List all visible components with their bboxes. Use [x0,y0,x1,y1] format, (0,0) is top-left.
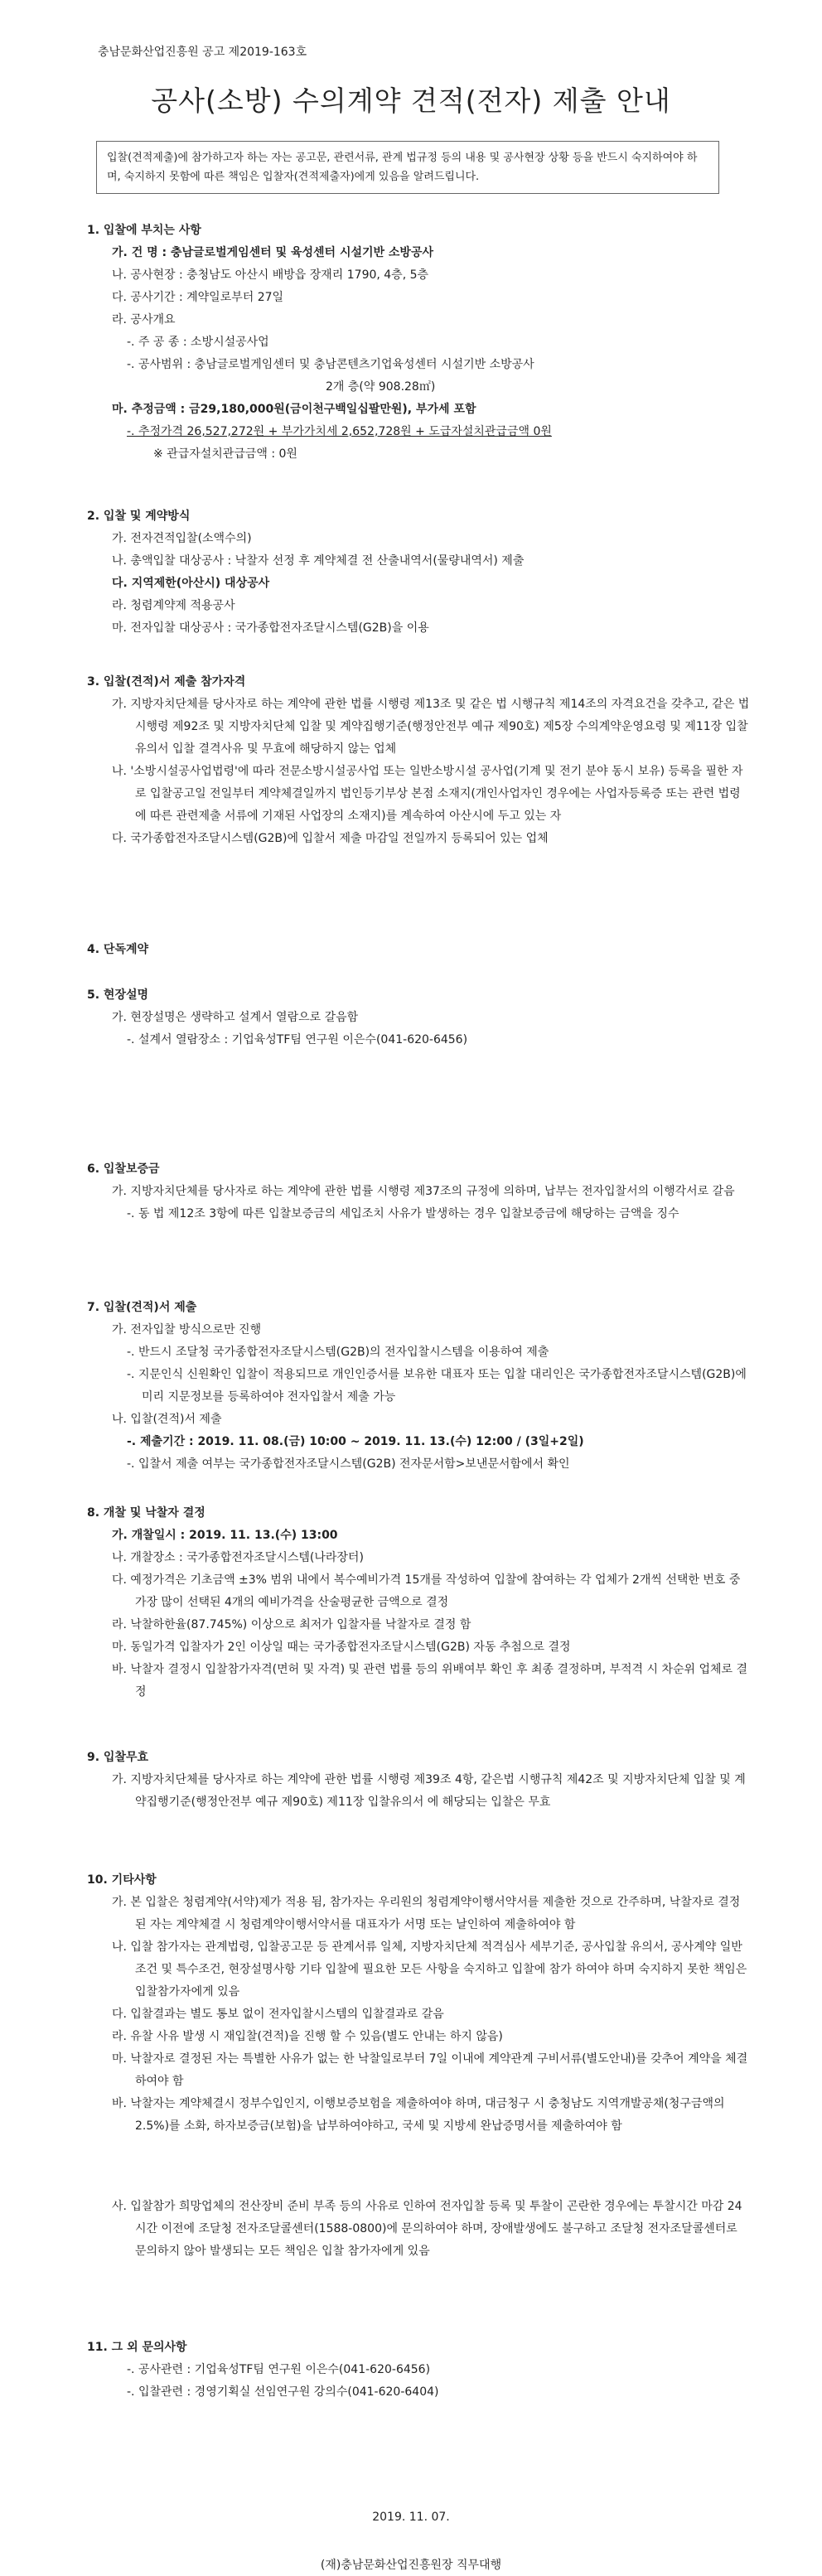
item: 사. 입찰참가 희망업체의 전산장비 준비 부족 등의 사유로 인하여 전자입찰 등록 및 투찰이 곤란한 경우에는 투찰시간 마감 24시간 이전에 조달청 전자조달콜센터(1588-0800)에 문의하여야 하며, 장애발생에도 불구하고 조달청 전자조달콜센터로 문의하지 않아 발생되는 모든 책임은 입찰 참가자에게 있음 [112,2200,742,2258]
item: 가. 지방자치단체를 당사자로 하는 계약에 관한 법률 시행령 제39조 4항, 같은법 시행규칙 제42조 및 지방자치단체 입찰 및 계약집행기준(행정안전부 예규 제90호) 제11장 입찰유의서 에 해당되는 입찰은 무효 [112,1773,746,1809]
sub-item: -. 제출기간 : 2019. 11. 08.(금) 10:00 ~ 2019. 11. 13.(수) 12:00 / (3일+2일) [127,1435,584,1448]
section-heading: 4. 단독계약 [87,943,149,956]
sub-item: -. 설계서 열람장소 : 기업육성TF팀 연구원 이은수(041-620-6456) [127,1033,468,1046]
section-8 [87,1502,750,1704]
item: 나. 입찰(견적)서 제출 [112,1413,222,1426]
item: 다. 입찰결과는 별도 통보 없이 전자입찰시스템의 입찰결과로 갈음 [112,2008,444,2021]
section-heading: 11. 그 외 문의사항 [87,2341,187,2354]
item: 가. 개찰일시 : 2019. 11. 13.(수) 13:00 [112,1529,338,1542]
item: 가. 본 입찰은 청렴계약(서약)제가 적용 됨, 참가자는 우리원의 청렴계약이행서약서를 제출한 것으로 간주하며, 낙찰자로 결정된 자는 계약체결 시 청렴계약이행서약서를 대표자가 서명 또는 날인하여 제출하여야 함 [112,1896,741,1931]
section-heading: 6. 입찰보증금 [87,1162,160,1176]
item: 마. 동일가격 입찰자가 2인 이상일 때는 국가종합전자조달시스템(G2B) 자동 추첨으로 결정 [112,1641,571,1654]
sub-item: -. 지문인식 신원확인 입찰이 적용되므로 개인인증서를 보유한 대표자 또는 입찰 대리인은 국가종합전자조달시스템(G2B)에 미리 지문정보를 등록하여야 전자입찰서 제출 가능 [127,1368,747,1404]
item: 마. 낙찰자로 결정된 자는 특별한 사유가 없는 한 낙찰일로부터 7일 이내에 계약관계 구비서류(별도안내)를 갖추어 계약을 체결하여야 함 [112,2052,748,2088]
section-heading: 7. 입찰(견적)서 제출 [87,1301,197,1314]
section-heading: 2. 입찰 및 계약방식 [87,510,191,523]
item: 나. '소방시설공사업법령'에 따라 전문소방시설공사업 또는 일반소방시설 공사업(기계 및 전기 분야 동시 보유) 등록을 필한 자로 입찰공고일 전일부터 계약체결일까지 법인등기부상 본점 소재지(개인사업자인 경우에는 사업자등록증 또는 관련 법령에 따른 관련제출 서류에 기재된 사업장의 소재지)를 계속하여 아산시에 두고 있는 자 [112,765,743,823]
section-heading: 8. 개찰 및 낙찰자 결정 [87,1506,206,1520]
item: 라. 공사개요 [112,313,176,326]
item: 가. 전자입찰 방식으로만 진행 [112,1323,262,1336]
sub-item: 2개 층(약 908.28㎡) [326,380,436,394]
notice-number: 충남문화산업진흥원 공고 제2019-163호 [98,46,307,59]
section-7 [87,1297,750,1476]
section-10 [87,1869,750,2138]
item: 가. 현장설명은 생략하고 설계서 열람으로 갈음함 [112,1011,359,1024]
item: 라. 낙찰하한율(87.745%) 이상으로 최저가 입찰자를 낙찰자로 결정 함 [112,1618,471,1631]
section-9 [87,1747,750,1814]
item: 나. 총액입찰 대상공사 : 낙찰자 선정 후 계약체결 전 산출내역서(물량내역서) 제출 [112,554,525,568]
item: 바. 낙찰자는 계약체결시 정부수입인지, 이행보증보험을 제출하여야 하며, 대금청구 시 충청남도 지역개발공채(청구금액의 2.5%)를 소화, 하자보증금(보험)을 납부하여야하고, 국세 및 지방세 완납증명서를 제출하여야 함 [112,2097,725,2133]
item: 가. 전자견적입찰(소액수의) [112,532,252,545]
item: 다. 예정가격은 기초금액 ±3% 범위 내에서 복수예비가격 15개를 작성하여 입찰에 참여하는 각 업체가 2개씩 선택한 번호 중 가장 많이 선택된 4개의 예비가격을 산술평균한 금액으로 결정 [112,1573,741,1609]
item: 가. 지방자치단체를 당사자로 하는 계약에 관한 법률 시행령 제13조 및 같은 법 시행규칙 제14조의 자격요건을 갖추고, 같은 법 시행령 제92조 및 지방자치단체 입찰 및 계약집행기준(행정안전부 예규 제90호) 제5장 수의계약운영요령 및 제11장 입찰유의서 입찰 결격사유 및 무효에 해당하지 않는 업체 [112,698,750,756]
contact-item: -. 공사관련 : 기업육성TF팀 연구원 이은수(041-620-6456) [127,2363,431,2376]
contact-item: -. 입찰관련 : 경영기획실 선임연구원 강의수(041-620-6404) [127,2385,439,2399]
sub-item: -. 입찰서 제출 여부는 국가종합전자조달시스템(G2B) 전자문서함>보낸문서함에서 확인 [127,1457,570,1471]
section-11 [87,2337,750,2404]
item: 바. 낙찰자 결정시 입찰참가자격(면허 및 자격) 및 관련 법률 등의 위배여부 확인 후 최종 결정하며, 부적격 시 차순위 업체로 결정 [112,1663,748,1699]
item: 나. 공사현장 : 충청남도 아산시 배방읍 장재리 1790, 4층, 5층 [112,268,429,282]
section-heading: 3. 입찰(견적)서 제출 참가자격 [87,675,246,689]
item: 다. 지역제한(아산시) 대상공사 [112,577,270,590]
sub-item: -. 공사범위 : 충남글로벌게임센터 및 충남콘텐츠기업육성센터 시설기반 소방공사 [127,358,534,371]
item: 라. 청렴계약제 적용공사 [112,599,235,612]
item: 라. 유찰 사유 발생 시 재입찰(견적)을 진행 할 수 있음(별도 안내는 하지 않음) [112,2030,503,2043]
item: 마. 전자입찰 대상공사 : 국가종합전자조달시스템(G2B)을 이용 [112,621,429,635]
section-2 [87,505,750,640]
note: ※ 관급자설치관급금액 : 0원 [153,447,297,461]
section-heading: 1. 입찰에 부치는 사항 [87,224,201,237]
sub-item: -. 동 법 제12조 3항에 따른 입찰보증금의 세입조치 사유가 발생하는 경우 입찰보증금에 해당하는 금액을 징수 [127,1207,679,1220]
item: 다. 공사기간 : 계약일로부터 27일 [112,291,284,304]
section-10-g [87,2196,750,2263]
item: 나. 입찰 참가자는 관계법령, 입찰공고문 등 관계서류 일체, 지방자치단체 적격심사 세부기준, 공사입찰 유의서, 공사계약 일반조건 및 특수조건, 현장설명사항 기타 입찰에 필요한 모든 사항을 숙지하고 입찰에 참가 하여야 하며 숙지하지 못한 책임은 입찰참가자에게 있음 [112,1940,747,1998]
item: 가. 건 명 : 충남글로벌게임센터 및 육성센터 시설기반 소방공사 [112,246,434,259]
section-6 [87,1158,750,1225]
item: 가. 지방자치단체를 당사자로 하는 계약에 관한 법률 시행령 제37조의 규정에 의하며, 납부는 전자입찰서의 이행각서로 갈음 [112,1185,735,1198]
section-heading: 9. 입찰무효 [87,1751,149,1764]
section-heading: 10. 기타사항 [87,1873,157,1887]
page-title: 공사(소방) 수의계약 견적(전자) 제출 안내 [151,85,671,117]
notice-date: 2019. 11. 07. [372,2511,450,2524]
item: 다. 국가종합전자조달시스템(G2B)에 입찰서 제출 마감일 전일까지 등록되어 있는 업체 [112,832,549,845]
section-4 [87,939,750,961]
section-3 [87,671,750,850]
sub-item: -. 주 공 종 : 소방시설공사업 [127,336,269,349]
item: 마. 추정금액 : 금29,180,000원(금이천구백일십팔만원), 부가세 포함 [112,403,476,416]
section-heading: 5. 현장설명 [87,988,149,1002]
section-5 [87,984,750,1051]
sub-item: -. 추정가격 26,527,272원 + 부가가치세 2,652,728원 + 도급자설치관급금액 0원 [127,425,552,438]
intro-box: 입찰(견적제출)에 참가하고자 하는 자는 공고문, 관련서류, 관계 법규정 등의 내용 및 공사현장 상황 등을 반드시 숙지하여야 하며, 숙지하지 못함에 따른 책임은 입찰자(견적제출자)에게 있음을 알려드립니다. [96,141,719,194]
issuer-name: (재)충남문화산업진흥원장 직무대행 [320,2559,502,2572]
item: 나. 개찰장소 : 국가종합전자조달시스템(나라장터) [112,1551,364,1564]
sub-item: -. 반드시 조달청 국가종합전자조달시스템(G2B)의 전자입찰시스템을 이용하여 제출 [127,1346,549,1359]
section-1 [87,220,750,466]
